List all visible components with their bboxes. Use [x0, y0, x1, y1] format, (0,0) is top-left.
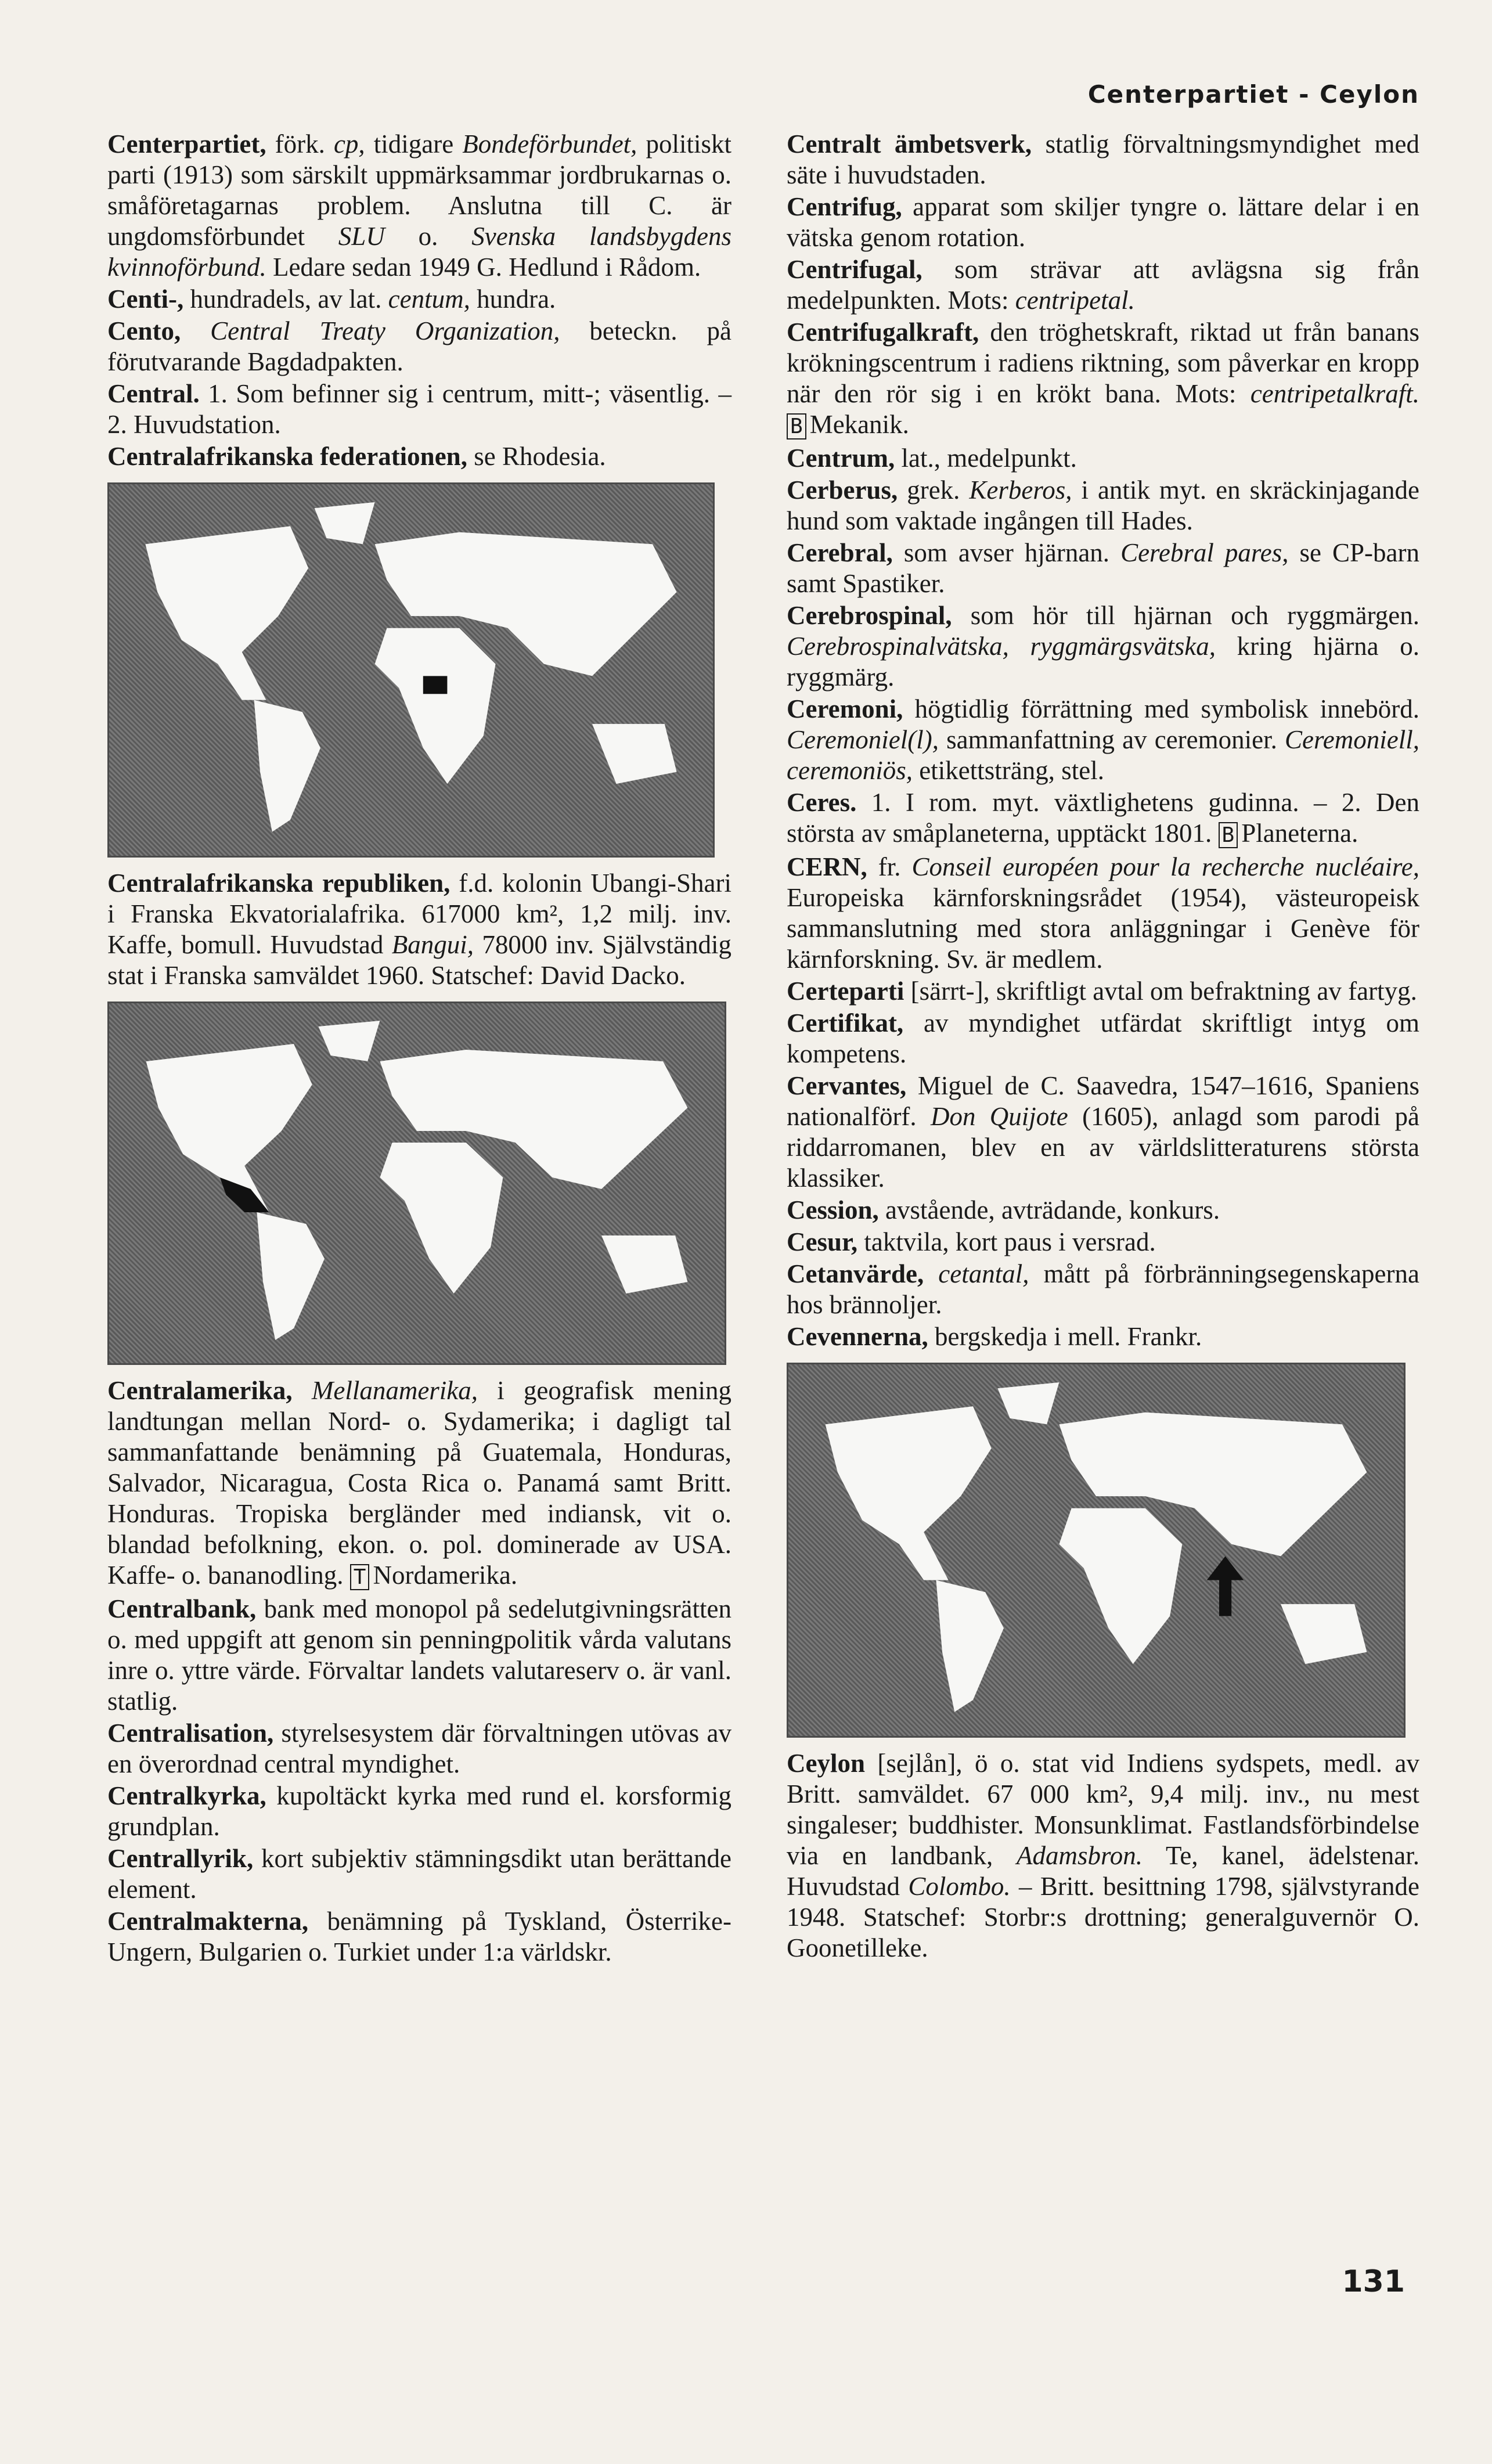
- entry-central: Central. 1. Som befinner sig i centrum, mitt-; väsentlig. – 2. Huvudstation.: [107, 379, 731, 439]
- right-column: [787, 129, 1419, 1965]
- cross-reference-icon: B: [1219, 822, 1238, 848]
- entry-cerebral: Cerebral, som avser hjärnan. Cerebral pares, se CP-barn samt Spastiker.: [787, 538, 1419, 598]
- entry-centralmakterna: Centralmakterna, benämning på Tyskland, Österrike-Ungern, Bulgarien o. Turkiet under 1:a världskr.: [107, 1907, 731, 1966]
- world-map-svg-2: [109, 1003, 725, 1363]
- cross-reference-icon: B: [787, 413, 806, 440]
- entry-centrallyrik: Centrallyrik, kort subjektiv stämningsdikt utan berättande element.: [107, 1844, 731, 1904]
- cross-reference-icon: T: [350, 1564, 370, 1590]
- entry-ceylon: Ceylon [sejlån], ö o. stat vid Indiens sydspets, medl. av Britt. samväldet. 67 000 km², 9,4 milj. inv., nu mest singaleser; buddhister. Monsunklimat. Fastlandsförbindelse via en landbank, Adamsbron. Te, kanel, ädelstenar. Huvudstad Colombo. – Britt. besittning 1798, självstyrande 1948. Statschef: Storbr:s drottning; generalguvernör O. Goonetilleke.: [787, 1749, 1419, 1962]
- entry-cern: CERN, fr. Conseil européen pour la recherche nucléaire, Europeiska kärnforskningsrådet (1954), västeuropeisk sammanslutning med stora anläggningar i Genève för kärnforskning. Sv. är medlem.: [787, 852, 1419, 974]
- world-map-svg: [109, 484, 713, 856]
- entry-centrifug: Centrifug, apparat som skiljer tyngre o. lättare delar i en vätska genom rotation.: [787, 192, 1419, 252]
- entry-centrifugalkraft: Centrifugalkraft, den tröghetskraft, riktad ut från banans krökningscentrum i radiens riktning, som påverkar en kropp när den rör sig i en krökt bana. Mots: centripetalkraft. B Mekanik.: [787, 318, 1419, 439]
- world-map-ceylon: [787, 1363, 1405, 1738]
- entry-cervantes: Cervantes, Miguel de C. Saavedra, 1547–1616, Spaniens nationalförf. Don Quijote (1605), anlagd som parodi på riddarromanen, blev en av världslitteraturens största klassiker.: [787, 1071, 1419, 1193]
- entry-ceremoni: Ceremoni, högtidlig förrättning med symbolisk innebörd. Ceremoniel(l), sammanfattning av ceremonier. Ceremoniell, ceremoniös, etikettsträng, stel.: [787, 694, 1419, 785]
- entry-cesur: Cesur, taktvila, kort paus i versrad.: [787, 1227, 1156, 1256]
- entry-cerberus: Cerberus, grek. Kerberos, i antik myt. en skräckinjagande hund som vaktade ingången till Hades.: [787, 475, 1419, 535]
- entry-centralkyrka: Centralkyrka, kupoltäckt kyrka med rund el. korsformig grundplan.: [107, 1781, 731, 1841]
- entry-certifikat: Certifikat, av myndighet utfärdat skriftligt intyg om kompetens.: [787, 1008, 1419, 1068]
- entry-cession: Cession, avstående, avträdande, konkurs.: [787, 1195, 1220, 1224]
- running-head: Centerpartiet - Ceylon: [1087, 80, 1419, 109]
- entry-centrifugal: Centrifugal, som strävar att avlägsna sig från medelpunkten. Mots: centripetal.: [787, 255, 1419, 315]
- entry-centrum: Centrum, lat., medelpunkt.: [787, 444, 1077, 473]
- entry-centralamerika: Centralamerika, Mellanamerika, i geografisk mening landtungan mellan Nord- o. Sydamerika; i dagligt tal sammanfattande benämning på Guatemala, Honduras, Salvador, Nicaragua, Costa Rica o. Panamá samt Britt. Honduras. Tropiska bergländer med indiansk, vit o. blandad befolkning, ekon. o. pol. dominerade av USA. Kaffe- o. bananodling. T Nordamerika.: [107, 1376, 731, 1590]
- entry-centralbank: Centralbank, bank med monopol på sedelutgivningsrätten o. med uppgift att genom sin penningpolitik vårda valutans inre o. yttre värde. Förvaltar landets valutareserv o. är vanl. statlig.: [107, 1594, 731, 1716]
- entry-centralafrikanska-republiken: Centralafrikanska republiken, f.d. kolonin Ubangi-Shari i Franska Ekvatorialafrika. 617000 km², 1,2 milj. inv. Kaffe, bomull. Huvudstad Bangui, 78000 inv. Självständig stat i Franska samväldet 1960. Statschef: David Dacko.: [107, 869, 732, 990]
- entry-centralt-ambetsverk: Centralt ämbetsverk, statlig förvaltningsmyndighet med säte i huvudstaden.: [787, 129, 1419, 189]
- entry-centerpartiet: Centerpartiet, förk. cp, tidigare Bondeförbundet, politiskt parti (1913) som särskilt uppmärksammar jordbrukarnas o. småföretagarnas problem. Anslutna till C. är ungdomsförbundet SLU o. Svenska landsbygdens kvinnoförbund. Ledare sedan 1949 G. Hedlund i Rådom.: [107, 129, 731, 282]
- highlight-central-african-republic: [423, 676, 448, 694]
- entry-centi: Centi-, hundradels, av lat. centum, hundra.: [107, 284, 556, 314]
- entry-cevennerna: Cevennerna, bergskedja i mell. Frankr.: [787, 1322, 1202, 1351]
- entry-centralisation: Centralisation, styrelsesystem där förvaltningen utövas av en överordnad central myndighet.: [107, 1719, 731, 1778]
- left-column: [107, 129, 731, 1969]
- entry-cento: Cento, Central Treaty Organization, beteckn. på förutvarande Bagdadpakten.: [107, 316, 731, 376]
- entry-cetanvarde: Cetanvärde, cetantal, mått på förbränningsegenskaperna hos brännoljer.: [787, 1259, 1419, 1319]
- arrow-icon: [1207, 1556, 1244, 1616]
- entry-ceres: Ceres. 1. I rom. myt. växtlighetens gudinna. – 2. Den största av småplaneterna, upptäckt 1801. B Planeterna.: [787, 788, 1419, 848]
- world-map-svg-3: [788, 1364, 1404, 1736]
- world-map-central-america: [107, 1002, 726, 1365]
- page-number: 131: [1342, 2264, 1405, 2299]
- world-map-central-africa: [107, 482, 715, 858]
- entry-cerebrospinal: Cerebrospinal, som hör till hjärnan och ryggmärgen. Cerebrospinalvätska, ryggmärgsvätska, kring hjärna o. ryggmärg.: [787, 601, 1420, 691]
- entry-certeparti: Certeparti [särrt-], skriftligt avtal om befraktning av fartyg.: [787, 977, 1417, 1006]
- entry-centralafrikanska-federationen: Centralafrikanska federationen, se Rhodesia.: [107, 442, 606, 471]
